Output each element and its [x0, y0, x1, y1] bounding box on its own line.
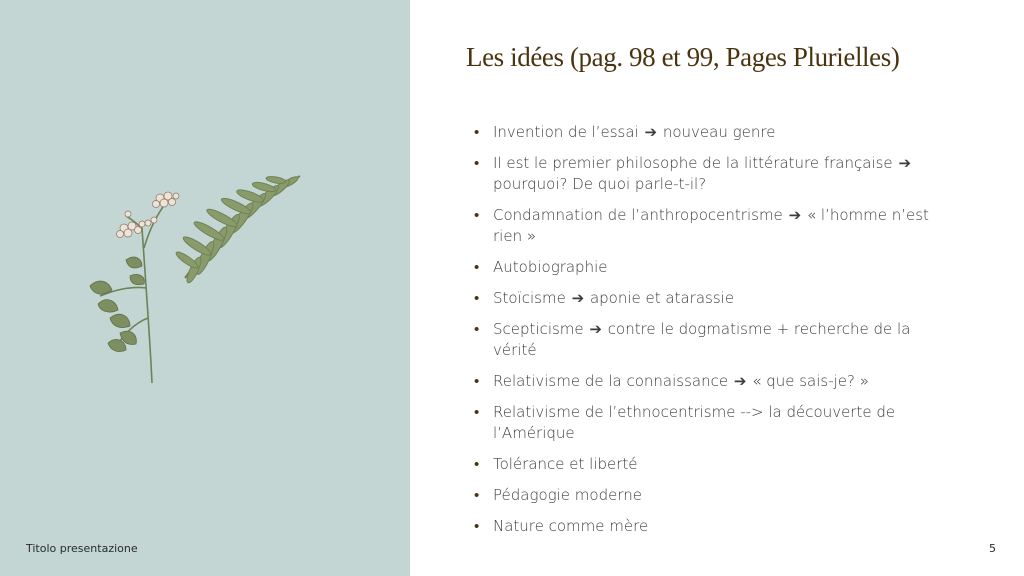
bullet-item: [474, 319, 944, 361]
bullet-text: Relativisme de l’ethnocentrisme --> la découverte de l’Amérique: [493, 403, 896, 442]
footer-presentation-title: Titolo presentazione: [26, 542, 138, 555]
bullet-item: [474, 122, 944, 143]
right-arrow-icon: ➔: [644, 123, 658, 141]
bullet-text: Il est le premier philosophe de la littérature française: [493, 154, 893, 172]
bullet-text-continuation: pourquoi? De quoi parle-t-il?: [493, 175, 707, 193]
bullet-item: [474, 402, 944, 444]
right-arrow-icon: ➔: [589, 320, 602, 338]
bullet-item: [474, 371, 944, 392]
bullet-text: Nature comme mère: [493, 517, 649, 535]
right-arrow-icon: ➔: [898, 154, 912, 172]
bullet-text-continuation: « que sais-je? »: [752, 372, 869, 390]
bullet-item: [474, 288, 944, 309]
bullet-text: Autobiographie: [493, 258, 608, 276]
right-arrow-icon: ➔: [571, 289, 585, 307]
bullet-item: [474, 485, 944, 506]
bullet-text: Condamnation de l’anthropocentrisme: [493, 206, 783, 224]
left-decorative-panel: [0, 0, 410, 576]
bullet-text-continuation: aponie et atarassie: [589, 289, 735, 307]
bullet-text: Pédagogie moderne: [493, 486, 642, 504]
bullet-item: [474, 205, 944, 247]
fern-flower-illustration: [80, 168, 320, 388]
bullet-text-continuation: « l’homme n’est rien »: [493, 206, 929, 245]
bullet-text: Invention de l’essai: [493, 123, 639, 141]
fern-frond: [174, 175, 300, 284]
bullet-item: [474, 454, 944, 475]
bullet-text-continuation: contre le dogmatisme + recherche de la vérité: [493, 320, 911, 359]
bullet-item: [474, 153, 944, 195]
bullet-text: Stoïcisme: [493, 289, 566, 307]
slide-title: Les idées (pag. 98 et 99, Pages Plurielles): [466, 42, 900, 72]
flower-leaves: [90, 257, 144, 351]
bullet-list: [474, 122, 944, 547]
bullet-text-continuation: nouveau genre: [662, 123, 776, 141]
bullet-item: [474, 516, 944, 537]
bullet-text: Scepticisme: [493, 320, 584, 338]
page-number: 5: [989, 542, 996, 555]
bullet-item: [474, 257, 944, 278]
bullet-text: Tolérance et liberté: [493, 455, 638, 473]
right-arrow-icon: ➔: [788, 206, 802, 224]
bullet-text: Relativisme de la connaissance: [493, 372, 729, 390]
right-arrow-icon: ➔: [733, 372, 747, 390]
flower-heads: [117, 192, 180, 238]
